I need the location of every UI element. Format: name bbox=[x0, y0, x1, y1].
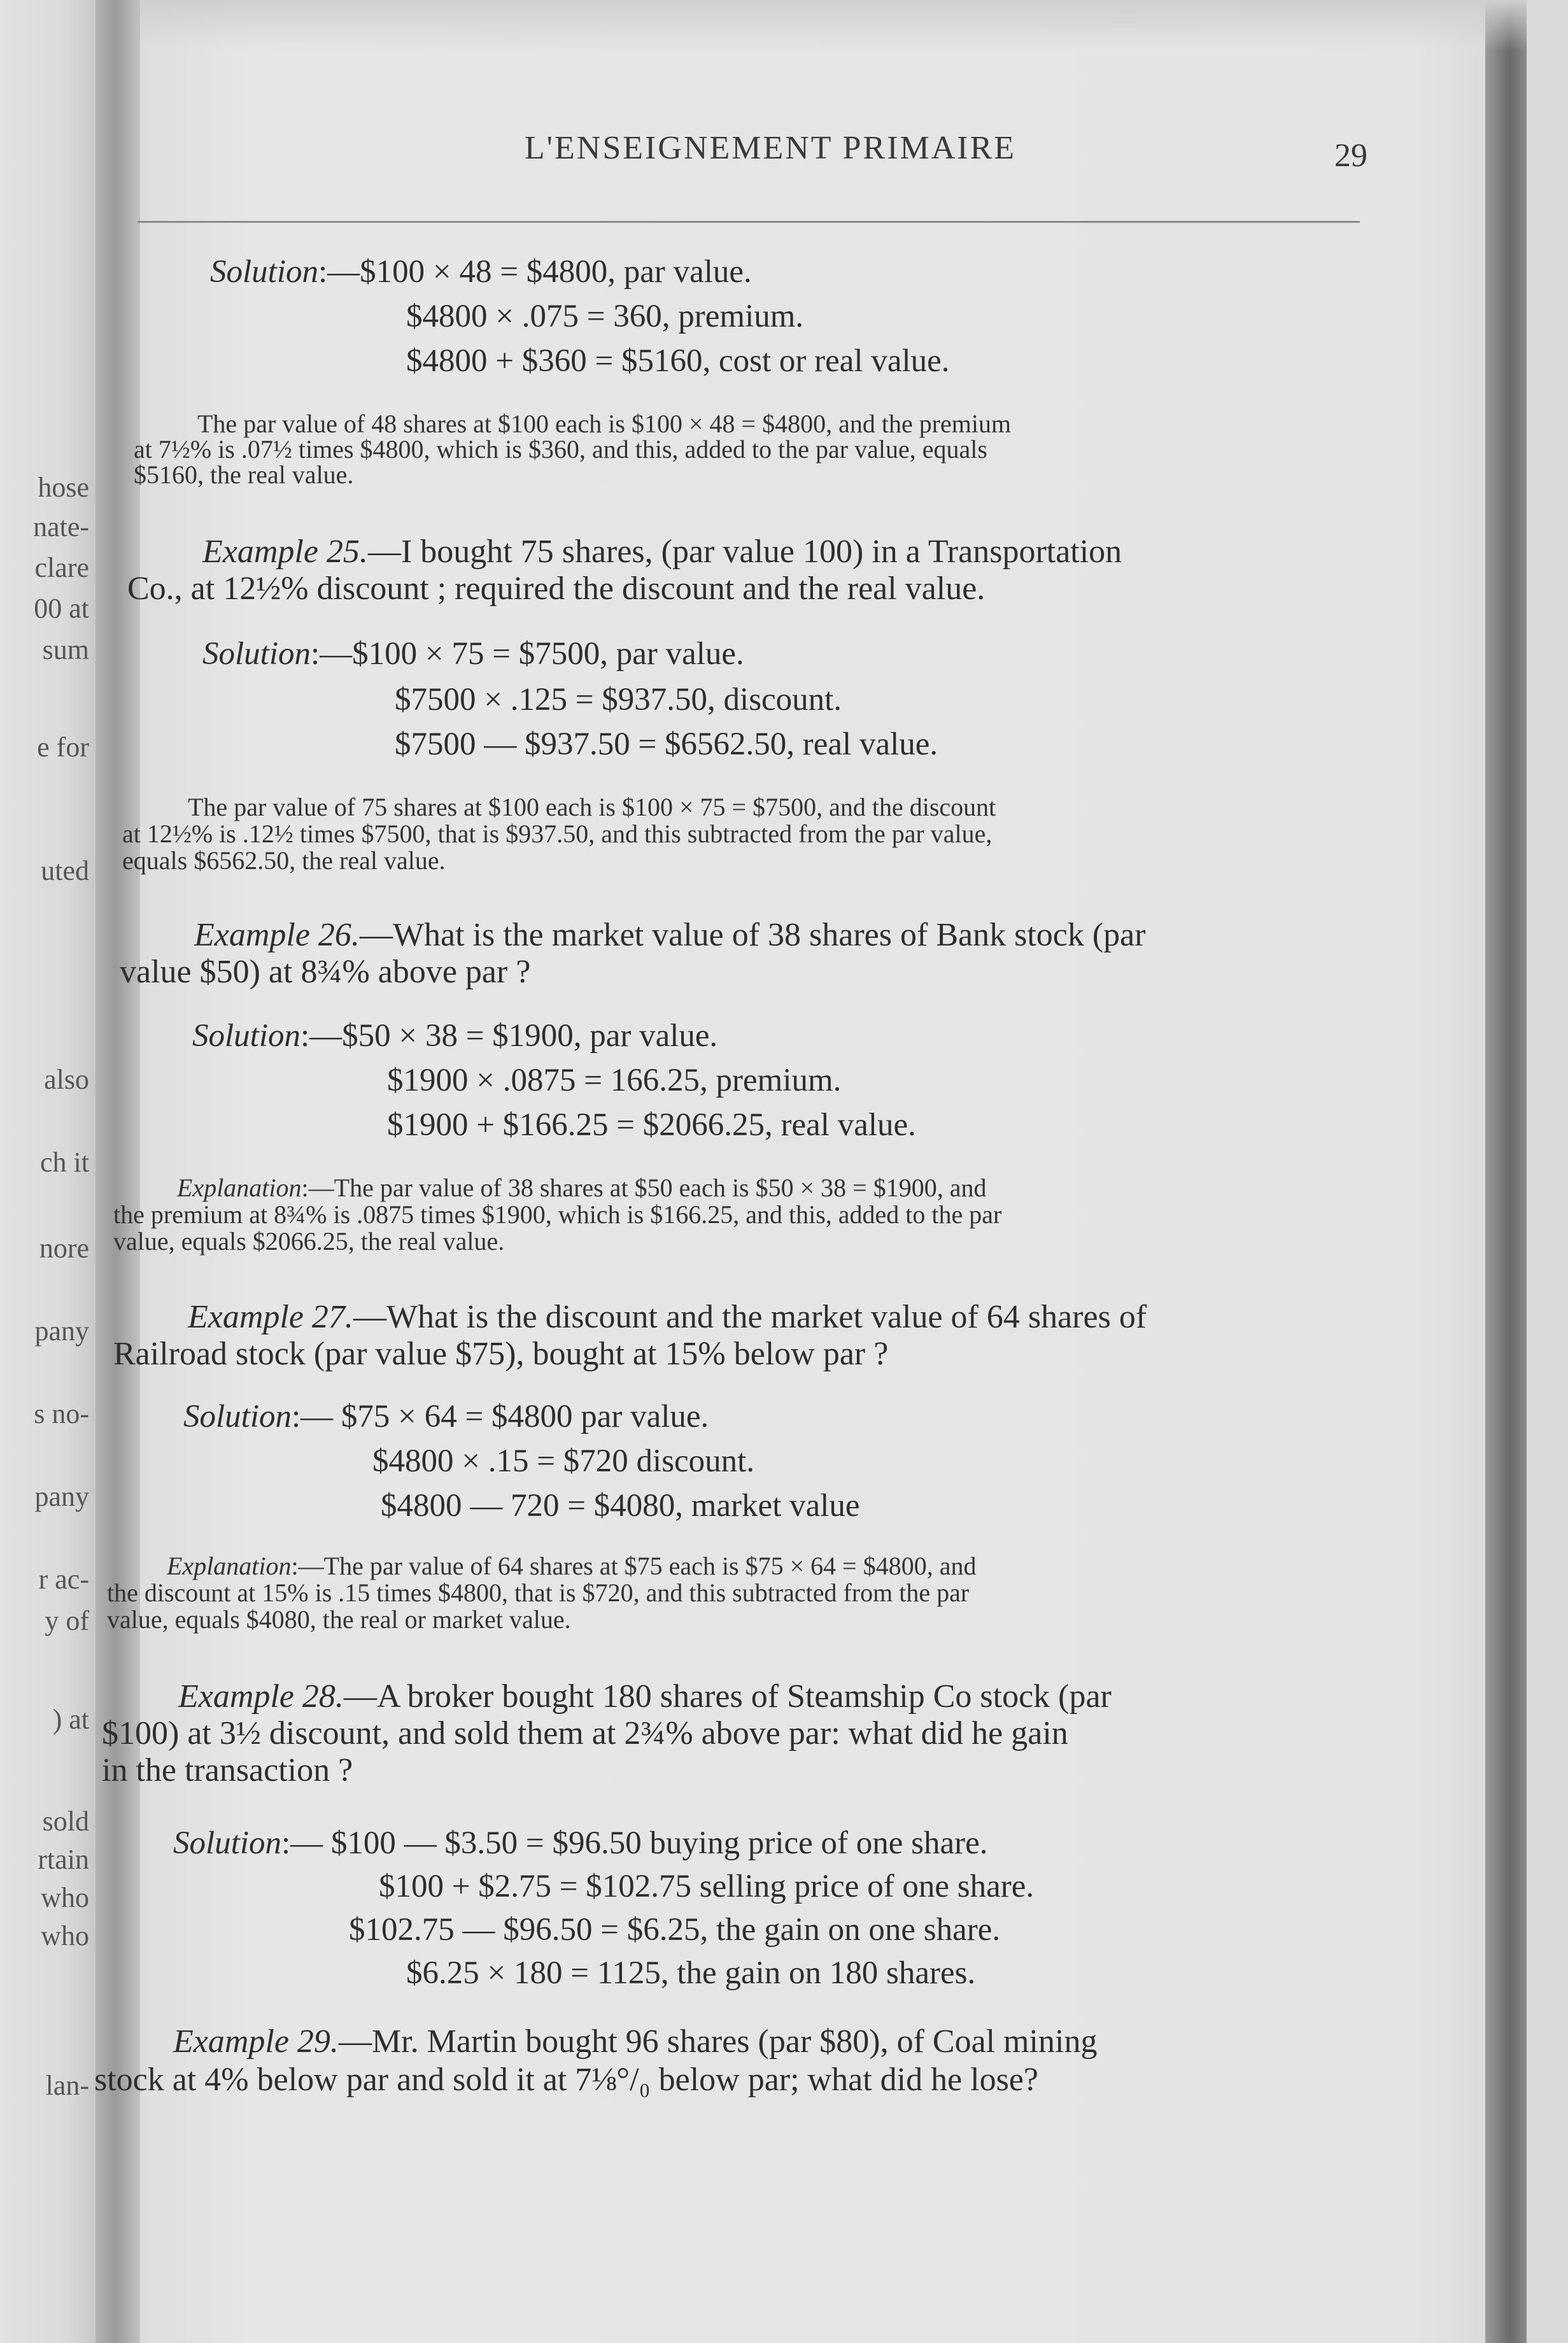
explanation-label: Explanation bbox=[177, 1173, 302, 1202]
top-shadow bbox=[140, 0, 1527, 51]
explanation-line: equals $6562.50, the real value. bbox=[122, 846, 446, 875]
example-label: Example 27. bbox=[188, 1299, 353, 1335]
example-line: $100) at 3½ discount, and sold them at 2¾% above par: what did he gain bbox=[102, 1715, 1068, 1752]
fragment: clare bbox=[34, 552, 89, 583]
solution-line: Solution:— $100 — $3.50 = $96.50 buying price of one share. bbox=[173, 1825, 988, 1861]
fragment: lan- bbox=[45, 2070, 89, 2101]
solution-line: $1900 × .0875 = 166.25, premium. bbox=[387, 1063, 842, 1098]
page-edge bbox=[1485, 0, 1527, 2343]
solution-label: Solution bbox=[210, 254, 319, 290]
fragment: pany bbox=[34, 1315, 89, 1347]
fragment: sum bbox=[42, 634, 89, 665]
explanation-line: value, equals $2066.25, the real value. bbox=[113, 1227, 505, 1256]
fragment: nore bbox=[39, 1233, 89, 1264]
solution-line: Solution:—$100 × 75 = $7500, par value. bbox=[202, 636, 744, 672]
fragment: sold bbox=[42, 1806, 89, 1837]
example-line: Example 28.—A broker bought 180 shares of Steamship Co stock (par bbox=[178, 1678, 1112, 1715]
example-label: Example 25. bbox=[202, 534, 368, 570]
example-line: Example 29.—Mr. Martin bought 96 shares (par $80), of Coal mining bbox=[173, 2023, 1098, 2060]
example-line: Example 25.—I bought 75 shares, (par value 100) in a Transportation bbox=[202, 534, 1122, 570]
solution-line: Solution:—$100 × 48 = $4800, par value. bbox=[210, 254, 752, 290]
explanation-line: The par value of 75 shares at $100 each is $100 × 75 = $7500, and the discount bbox=[188, 793, 996, 821]
example-line: Example 26.—What is the market value of 38 shares of Bank stock (par bbox=[194, 917, 1146, 953]
header-rule bbox=[138, 221, 1360, 223]
solution-line: $4800 × .075 = 360, premium. bbox=[406, 299, 804, 334]
fragment: ) at bbox=[52, 1704, 89, 1735]
explanation-line: value, equals $4080, the real or market value. bbox=[107, 1605, 571, 1634]
page-number: 29 bbox=[1334, 138, 1367, 174]
example-line: in the transaction ? bbox=[102, 1752, 353, 1788]
solution-line: $1900 + $166.25 = $2066.25, real value. bbox=[387, 1107, 916, 1143]
solution-line: Solution:— $75 × 64 = $4800 par value. bbox=[183, 1399, 709, 1434]
example-label: Example 28. bbox=[178, 1678, 344, 1715]
fragment: ch it bbox=[40, 1147, 89, 1178]
solution-label: Solution bbox=[192, 1018, 301, 1054]
fragment: who bbox=[41, 1920, 89, 1951]
explanation-label: Explanation bbox=[167, 1552, 292, 1580]
fragment: r ac- bbox=[38, 1564, 89, 1595]
fragment: also bbox=[44, 1064, 89, 1095]
solution-line: $6.25 × 180 = 1125, the gain on 180 shares. bbox=[406, 1955, 976, 1991]
example-line: Example 27.—What is the discount and the market value of 64 shares of bbox=[188, 1299, 1147, 1335]
solution-line: $4800 + $360 = $5160, cost or real value. bbox=[406, 343, 950, 379]
running-head: L'ENSEIGNEMENT PRIMAIRE bbox=[524, 130, 1017, 166]
fragment: s no- bbox=[34, 1398, 89, 1429]
example-label: Example 29. bbox=[173, 2023, 339, 2060]
fragment: e for bbox=[37, 732, 89, 763]
explanation-line: The par value of 48 shares at $100 each is $100 × 48 = $4800, and the premium bbox=[197, 409, 1012, 438]
explanation-line: $5160, the real value. bbox=[134, 460, 354, 489]
solution-line: $4800 × .15 = $720 discount. bbox=[372, 1443, 755, 1479]
solution-line: $7500 — $937.50 = $6562.50, real value. bbox=[395, 726, 938, 762]
example-line: value $50) at 8¾% above par ? bbox=[120, 954, 531, 990]
fragment: pany bbox=[34, 1481, 89, 1512]
book-gutter bbox=[95, 0, 140, 2343]
solution-line: $100 + $2.75 = $102.75 selling price of one share. bbox=[379, 1869, 1035, 1904]
explanation-line: the premium at 8¾% is .0875 times $1900, which is $166.25, and this, added to the par bbox=[113, 1200, 1002, 1229]
example-line: stock at 4% below par and sold it at 7⅛°/₀ below par; what did he lose? bbox=[94, 2062, 1039, 2098]
previous-page-strip bbox=[0, 0, 95, 2343]
example-label: Example 26. bbox=[194, 917, 360, 953]
solution-line: $4800 — 720 = $4080, market value bbox=[381, 1488, 860, 1524]
solution-line: $7500 × .125 = $937.50, discount. bbox=[395, 682, 842, 718]
fragment: y of bbox=[45, 1605, 89, 1636]
solution-label: Solution bbox=[202, 636, 311, 672]
fragment: hose bbox=[38, 472, 89, 503]
solution-label: Solution bbox=[183, 1399, 292, 1434]
explanation-line: at 12½% is .12½ times $7500, that is $937.50, and this subtracted from the par value, bbox=[122, 819, 992, 848]
fragment: who bbox=[41, 1882, 89, 1913]
fragment: 00 at bbox=[34, 593, 89, 624]
example-line: Co., at 12½% discount ; required the discount and the real value. bbox=[127, 570, 985, 607]
explanation-line: at 7½% is .07½ times $4800, which is $360, and this, added to the par value, equals bbox=[134, 435, 987, 464]
fragment: nate- bbox=[33, 511, 89, 542]
explanation-line: the discount at 15% is .15 times $4800, that is $720, and this subtracted from the par bbox=[107, 1578, 970, 1607]
explanation-line: Explanation:—The par value of 64 shares at $75 each is $75 × 64 = $4800, and bbox=[167, 1552, 977, 1580]
example-line: Railroad stock (par value $75), bought at 15% below par ? bbox=[113, 1336, 889, 1372]
solution-label: Solution bbox=[173, 1825, 282, 1861]
fragment: uted bbox=[41, 855, 89, 886]
explanation-line: Explanation:—The par value of 38 shares at $50 each is $50 × 38 = $1900, and bbox=[177, 1173, 987, 1202]
fragment: rtain bbox=[38, 1844, 89, 1875]
solution-line: Solution:—$50 × 38 = $1900, par value. bbox=[192, 1018, 718, 1054]
solution-line: $102.75 — $96.50 = $6.25, the gain on one share. bbox=[349, 1912, 1001, 1948]
